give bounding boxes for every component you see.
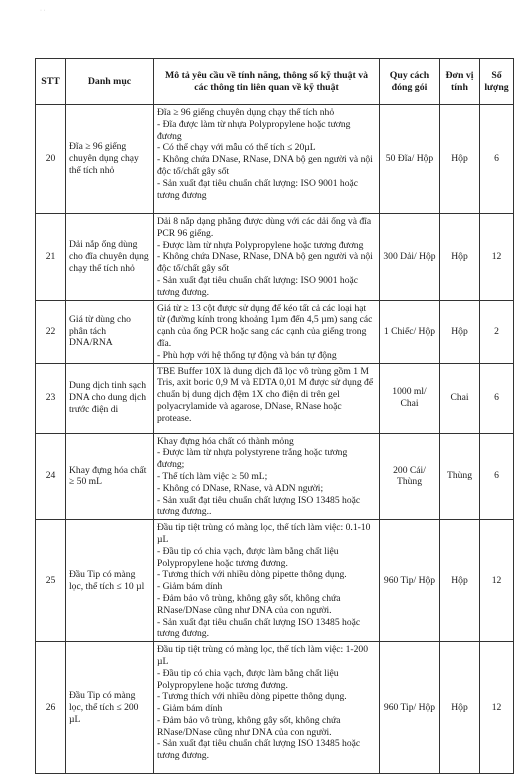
table-row (36, 433, 514, 520)
table-row (36, 105, 514, 214)
description-line: - Phù hợp với hệ thống tự động và bán tự động (157, 349, 337, 361)
row-item-name: Dung dịch tinh sạch DNA cho dung dịch trước điện di (66, 363, 154, 433)
description-line: Đầu tip tiệt trùng có màng lọc, thể tích làm việc: 1-200 µL (157, 644, 369, 667)
row-description (154, 433, 380, 520)
row-quantity: 12 (480, 520, 514, 642)
row-unit: Hộp (440, 105, 480, 214)
row-description (154, 105, 380, 214)
description-line: - Đảm bảo vô trùng, không gây sốt, không chứa RNase/DNase cũng như DNA của con người. (157, 592, 341, 616)
description-line: - Đầu tip có chia vạch, được làm bằng chất liệu Polypropylene hoặc tương đương. (157, 667, 339, 691)
row-quantity: 12 (480, 642, 514, 774)
row-unit: Hộp (440, 520, 480, 642)
table-row (36, 520, 514, 642)
description-line: - Sản xuất đạt tiêu chuẩn chất lượng: ISO 9001 hoặc tương đương (157, 177, 359, 201)
description-line: TBE Buffer 10X là dung dịch đã lọc vô trùng gồm 1 M Tris, axit boric 0,9 M và EDTA 0,01 M được sử dụng để chuẩn bị dung dịch đệm 1X cho điện di trên gel polyacrylamide và agarose, DNase, RNase hoặc protease. (157, 365, 374, 424)
row-unit: Hộp (440, 214, 480, 301)
row-quantity: 6 (480, 363, 514, 433)
description-line: Dải 8 nắp dạng phẳng được dùng với các dải ống và đĩa PCR 96 giếng. (157, 216, 372, 239)
row-unit: Chai (440, 363, 480, 433)
row-packaging: 960 Tip/ Hộp (380, 642, 440, 774)
row-item-name: Giá từ dùng cho phân tách DNA/RNA (66, 300, 154, 363)
row-stt: 22 (36, 300, 66, 363)
table-row (36, 214, 514, 301)
row-quantity: 12 (480, 214, 514, 301)
description-line: - Thể tích làm việc ≥ 50 mL; (157, 470, 268, 482)
description-line: - Tương thích với nhiều dòng pipette thông dụng. (157, 691, 347, 703)
row-packaging: 1 Chiếc/ Hộp (380, 300, 440, 363)
description-line: - Đĩa được làm từ nhựa Polypropylene hoặc tương đương (157, 118, 351, 142)
description-line: - Được làm từ nhựa polystyrene trắng hoặc tương đương; (157, 447, 348, 471)
row-description (154, 520, 380, 642)
scan-speck: · · (40, 8, 46, 14)
header-packaging: Quy cách đóng gói (380, 59, 440, 105)
row-stt: 20 (36, 105, 66, 214)
row-packaging: 300 Dải/ Hộp (380, 214, 440, 301)
row-unit: Hộp (440, 642, 480, 774)
row-stt: 23 (36, 363, 66, 433)
description-line: Giá từ ≥ 13 cột được sử dụng để kéo tất cả các loại hạt từ (đường kính trong khoảng 1µm đến 4,5 µm) sang các cạnh của ống PCR hoặc sang các cạnh của giếng trong đĩa. (157, 302, 373, 349)
row-item-name: Dải nắp ống dùng cho đĩa chuyên dụng chạy thể tích nhỏ (66, 214, 154, 301)
row-packaging: 1000 ml/ Chai (380, 363, 440, 433)
description-line: Đầu tip tiệt trùng có màng lọc, thể tích làm việc: 0.1-10 µL (157, 522, 371, 545)
description-line: - Sản xuất đạt tiêu chuẩn chất lượng ISO 13485 hoặc tương đương.. (157, 494, 361, 518)
row-item-name: Đầu Tip có màng lọc, thể tích ≤ 10 µl (66, 520, 154, 642)
description-line: - Không có DNase, RNase, và ADN người; (157, 482, 324, 494)
row-description (154, 214, 380, 301)
description-line: - Giảm bám dính (157, 703, 223, 715)
description-line: - Được làm từ nhựa Polypropylene hoặc tương đương (157, 239, 364, 251)
row-stt: 21 (36, 214, 66, 301)
row-item-name: Đầu Tip có màng lọc, thể tích ≤ 200 µL (66, 642, 154, 774)
description-line: - Sản xuất đạt tiêu chuẩn chất lượng ISO 13485 hoặc tương đương. (157, 616, 361, 640)
table-row (36, 300, 514, 363)
row-stt: 25 (36, 520, 66, 642)
header-quantity: Số lượng (480, 59, 514, 105)
description-line: Khay đựng hóa chất có thành mỏng (157, 435, 294, 447)
description-line: - Sản xuất đạt tiêu chuẩn chất lượng ISO 13485 hoặc tương đương. (157, 738, 361, 762)
table-row (36, 642, 514, 774)
description-line: - Không chứa DNase, RNase, DNA bộ gen người và nội độc tố/chất gây sốt (157, 251, 373, 275)
row-description (154, 642, 380, 774)
table-row (36, 363, 514, 433)
table-header-row (36, 59, 514, 105)
row-quantity: 6 (480, 105, 514, 214)
description-line: - Tương thích với nhiều dòng pipette thông dụng. (157, 569, 347, 581)
description-line: - Đầu tip có chia vạch, được làm bằng chất liệu Polypropylene hoặc tương đương. (157, 545, 339, 569)
description-line: - Có thể chạy với mẫu có thể tích ≤ 20µL (157, 142, 316, 154)
row-stt: 24 (36, 433, 66, 520)
description-line: Đĩa ≥ 96 giếng chuyên dụng chạy thể tích nhỏ (157, 107, 335, 118)
header-name: Danh mục (66, 59, 154, 105)
description-line: - Sản xuất đạt tiêu chuẩn chất lượng: ISO 9001 hoặc tương đương. (157, 274, 359, 298)
row-item-name: Đĩa ≥ 96 giếng chuyên dụng chạy thể tích nhỏ (66, 105, 154, 214)
description-line: - Giảm bám dính (157, 581, 223, 593)
row-quantity: 6 (480, 433, 514, 520)
row-stt: 26 (36, 642, 66, 774)
row-description (154, 363, 380, 433)
header-description: Mô tả yêu cầu về tính năng, thông số kỹ thuật và các thông tin liên quan về kỹ thuật (154, 59, 380, 105)
specification-table (35, 58, 514, 774)
row-packaging: 960 Tip/ Hộp (380, 520, 440, 642)
description-line: - Đảm bảo vô trùng, không gây sốt, không chứa RNase/DNase cũng như DNA của con người. (157, 714, 341, 738)
document-page (35, 58, 513, 774)
header-stt: STT (36, 59, 66, 105)
row-item-name: Khay đựng hóa chất ≥ 50 mL (66, 433, 154, 520)
row-unit: Hộp (440, 300, 480, 363)
row-description (154, 300, 380, 363)
description-line: - Không chứa DNase, RNase, DNA bộ gen người và nội độc tố/chất gây sốt (157, 154, 373, 177)
row-packaging: 200 Cái/ Thùng (380, 433, 440, 520)
header-unit: Đơn vị tính (440, 59, 480, 105)
row-unit: Thùng (440, 433, 480, 520)
row-quantity: 2 (480, 300, 514, 363)
row-packaging: 50 Đĩa/ Hộp (380, 105, 440, 214)
